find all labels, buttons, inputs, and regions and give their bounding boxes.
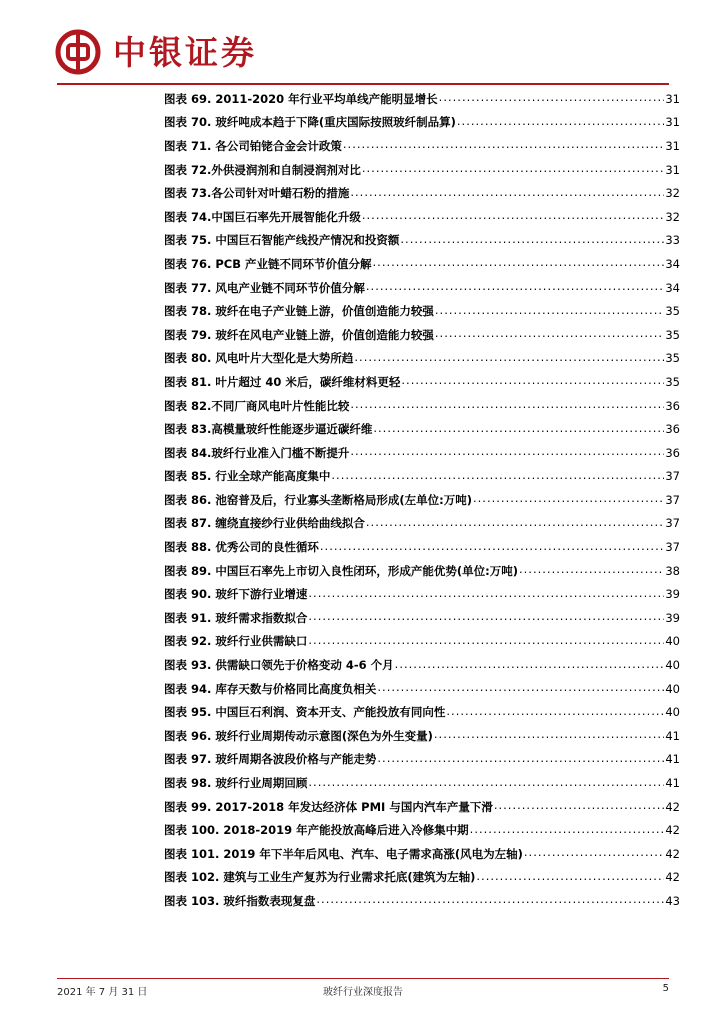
toc-leader-dots	[400, 234, 664, 247]
toc-leader-dots	[435, 305, 664, 318]
toc-entry-label: 图表 99. 2017-2018 年发达经济体 PMI 与国内汽车产量下滑	[164, 799, 493, 814]
toc-leader-dots	[350, 187, 664, 200]
toc-entry[interactable]	[164, 252, 680, 276]
toc-leader-dots	[473, 493, 664, 506]
toc-entry[interactable]	[164, 771, 680, 795]
toc-leader-dots	[373, 257, 665, 270]
toc-entry-label: 图表 87. 缠绕直接纱行业供给曲线拟合	[164, 516, 365, 531]
toc-leader-dots	[395, 659, 665, 672]
page-footer	[57, 983, 669, 999]
toc-entry-label: 图表 82.不同厂商风电叶片性能比较	[164, 398, 350, 413]
toc-entry-label: 图表 96. 玻纤行业周期传动示意图(深色为外生变量)	[164, 728, 433, 743]
toc-entry[interactable]	[164, 276, 680, 300]
toc-entry[interactable]	[164, 134, 680, 158]
toc-entry[interactable]	[164, 87, 680, 111]
toc-entry-label: 图表 93. 供需缺口领先于价格变动 4-6 个月	[164, 658, 394, 673]
toc-entry-page: 32	[665, 209, 680, 224]
toc-leader-dots	[434, 729, 664, 742]
toc-entry-label: 图表 70. 玻纤吨成本趋于下降(重庆国际按照玻纤制品算)	[164, 115, 456, 130]
toc-entry-label: 图表 97. 玻纤周期各波段价格与产能走势	[164, 752, 377, 767]
toc-entry-page: 40	[665, 681, 680, 696]
toc-entry-page: 37	[665, 492, 680, 507]
toc-entry-label: 图表 94. 库存天数与价格同比高度负相关	[164, 681, 377, 696]
toc-entry[interactable]	[164, 417, 680, 441]
toc-entry-label: 图表 90. 玻纤下游行业增速	[164, 587, 308, 602]
toc-leader-dots	[350, 446, 664, 459]
toc-entry[interactable]	[164, 606, 680, 630]
toc-leader-dots	[343, 139, 664, 152]
toc-leader-dots	[350, 399, 664, 412]
toc-entry-label: 图表 72.外供浸润剂和自制浸润剂对比	[164, 162, 361, 177]
toc-entry[interactable]	[164, 653, 680, 677]
toc-entry[interactable]	[164, 700, 680, 724]
toc-entry-page: 42	[665, 823, 680, 838]
brand-name: 中银证券	[113, 32, 257, 72]
toc-leader-dots	[519, 564, 664, 577]
toc-leader-dots	[354, 352, 664, 365]
toc-entry[interactable]	[164, 559, 680, 583]
toc-entry-page: 34	[665, 256, 680, 271]
toc-entry[interactable]	[164, 181, 680, 205]
toc-entry-page: 40	[665, 634, 680, 649]
toc-entry[interactable]	[164, 842, 680, 866]
toc-entry-page: 42	[665, 799, 680, 814]
header-divider	[57, 83, 669, 85]
toc-entry-page: 41	[665, 728, 680, 743]
toc-entry-page: 41	[665, 776, 680, 791]
toc-leader-dots	[320, 541, 664, 554]
toc-entry[interactable]	[164, 748, 680, 772]
toc-entry[interactable]	[164, 724, 680, 748]
toc-entry[interactable]	[164, 347, 680, 371]
toc-entry-label: 图表 79. 玻纤在风电产业链上游，价值创造能力较强	[164, 327, 434, 342]
toc-entry-label: 图表 77. 风电产业链不同环节价值分解	[164, 280, 365, 295]
page-header	[55, 26, 257, 78]
toc-leader-dots	[366, 517, 664, 530]
toc-entry[interactable]	[164, 323, 680, 347]
toc-entry-label: 图表 75. 中国巨石智能产线投产情况和投资额	[164, 233, 400, 248]
toc-leader-dots	[446, 706, 664, 719]
toc-entry-label: 图表 98. 玻纤行业周期回顾	[164, 776, 308, 791]
toc-entry-page: 35	[665, 351, 680, 366]
toc-entry[interactable]	[164, 582, 680, 606]
toc-leader-dots	[366, 281, 664, 294]
toc-entry-page: 31	[665, 91, 680, 106]
toc-entry-page: 36	[665, 422, 680, 437]
toc-leader-dots	[316, 894, 664, 907]
toc-entry-label: 图表 76. PCB 产业链不同环节价值分解	[164, 256, 372, 271]
toc-entry-label: 图表 80. 风电叶片大型化是大势所趋	[164, 351, 354, 366]
toc-entry-label: 图表 69. 2011-2020 年行业平均单线产能明显增长	[164, 91, 438, 106]
toc-leader-dots	[308, 588, 664, 601]
toc-leader-dots	[435, 328, 664, 341]
toc-leader-dots	[401, 375, 664, 388]
toc-entry[interactable]	[164, 630, 680, 654]
toc-leader-dots	[331, 470, 664, 483]
toc-entry[interactable]	[164, 818, 680, 842]
toc-entry-page: 40	[665, 658, 680, 673]
toc-entry[interactable]	[164, 889, 680, 913]
toc-entry-page: 35	[665, 374, 680, 389]
bank-of-china-logo-icon	[55, 29, 101, 75]
toc-entry-label: 图表 84.玻纤行业准入门槛不断提升	[164, 445, 350, 460]
toc-entry[interactable]	[164, 229, 680, 253]
toc-leader-dots	[308, 611, 664, 624]
toc-entry[interactable]	[164, 488, 680, 512]
toc-entry-label: 图表 101. 2019 年下半年后风电、汽车、电子需求高涨(风电为左轴)	[164, 846, 523, 861]
toc-entry-page: 40	[665, 705, 680, 720]
toc-entry-page: 35	[665, 304, 680, 319]
toc-leader-dots	[377, 682, 664, 695]
toc-leader-dots	[494, 800, 665, 813]
toc-entry-label: 图表 86. 池窑普及后，行业寡头垄断格局形成(左单位:万吨)	[164, 492, 472, 507]
footer-date: 2021 年 7 月 31 日	[57, 987, 148, 998]
toc-entry-label: 图表 88. 优秀公司的良性循环	[164, 540, 319, 555]
toc-entry-label: 图表 89. 中国巨石率先上市切入良性闭环，形成产能优势(单位:万吨)	[164, 563, 518, 578]
toc-leader-dots	[524, 847, 664, 860]
footer-report-title: 玻纤行业深度报告	[323, 987, 403, 998]
toc-entry-label: 图表 73.各公司针对叶蜡石粉的措施	[164, 186, 350, 201]
toc-entry[interactable]	[164, 512, 680, 536]
toc-entry-page: 31	[665, 162, 680, 177]
table-of-figures	[164, 87, 680, 913]
toc-leader-dots	[308, 777, 664, 790]
toc-entry-label: 图表 78. 玻纤在电子产业链上游，价值创造能力较强	[164, 304, 434, 319]
toc-entry-label: 图表 85. 行业全球产能高度集中	[164, 469, 331, 484]
toc-entry-label: 图表 81. 叶片超过 40 米后，碳纤维材料更轻	[164, 374, 401, 389]
toc-entry-page: 42	[665, 846, 680, 861]
toc-entry-label: 图表 92. 玻纤行业供需缺口	[164, 634, 308, 649]
toc-entry-page: 39	[665, 587, 680, 602]
toc-entry-page: 37	[665, 469, 680, 484]
toc-entry-page: 38	[665, 563, 680, 578]
toc-entry-label: 图表 83.高模量玻纤性能逐步逼近碳纤维	[164, 422, 373, 437]
toc-entry-page: 32	[665, 186, 680, 201]
toc-entry[interactable]	[164, 205, 680, 229]
toc-entry-label: 图表 100. 2018-2019 年产能投放高峰后进入冷修集中期	[164, 823, 469, 838]
toc-entry-page: 35	[665, 327, 680, 342]
toc-entry-page: 43	[665, 893, 680, 908]
toc-leader-dots	[373, 423, 664, 436]
toc-entry-page: 42	[665, 870, 680, 885]
toc-entry-label: 图表 95. 中国巨石利润、资本开支、产能投放有同向性	[164, 705, 446, 720]
footer-divider	[57, 978, 669, 979]
toc-entry[interactable]	[164, 441, 680, 465]
toc-leader-dots	[470, 824, 665, 837]
toc-leader-dots	[377, 753, 664, 766]
toc-entry-page: 36	[665, 398, 680, 413]
toc-entry-page: 36	[665, 445, 680, 460]
toc-entry[interactable]	[164, 299, 680, 323]
toc-entry-page: 31	[665, 138, 680, 153]
toc-leader-dots	[457, 116, 664, 129]
toc-entry-page: 33	[665, 233, 680, 248]
footer-page-number: 5	[662, 983, 669, 994]
toc-leader-dots	[476, 871, 664, 884]
toc-entry-page: 37	[665, 540, 680, 555]
toc-leader-dots	[308, 635, 664, 648]
toc-entry-page: 34	[665, 280, 680, 295]
toc-leader-dots	[362, 163, 664, 176]
toc-entry[interactable]	[164, 795, 680, 819]
toc-entry[interactable]	[164, 465, 680, 489]
toc-entry[interactable]	[164, 866, 680, 890]
toc-entry-label: 图表 91. 玻纤需求指数拟合	[164, 610, 308, 625]
toc-entry-page: 39	[665, 610, 680, 625]
toc-entry[interactable]	[164, 535, 680, 559]
toc-entry-label: 图表 103. 玻纤指数表现复盘	[164, 893, 316, 908]
toc-entry[interactable]	[164, 158, 680, 182]
toc-entry[interactable]	[164, 370, 680, 394]
toc-leader-dots	[439, 92, 665, 105]
toc-entry[interactable]	[164, 394, 680, 418]
toc-entry-page: 31	[665, 115, 680, 130]
toc-entry-label: 图表 74.中国巨石率先开展智能化升级	[164, 209, 361, 224]
toc-entry-page: 37	[665, 516, 680, 531]
toc-entry-label: 图表 102. 建筑与工业生产复苏为行业需求托底(建筑为左轴)	[164, 870, 476, 885]
toc-entry-label: 图表 71. 各公司铂铑合金会计政策	[164, 138, 342, 153]
toc-entry[interactable]	[164, 677, 680, 701]
toc-entry-page: 41	[665, 752, 680, 767]
toc-entry[interactable]	[164, 111, 680, 135]
toc-leader-dots	[362, 210, 664, 223]
